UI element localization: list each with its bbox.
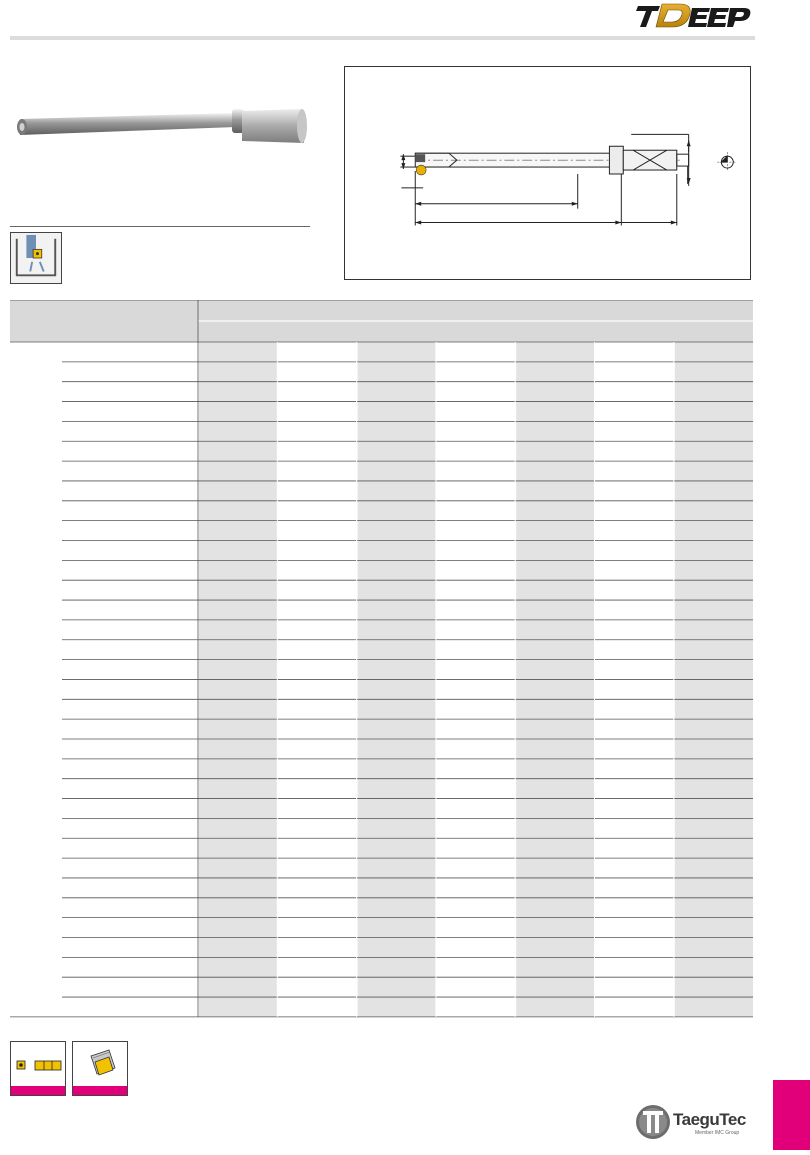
table-header-sub-cell: [198, 321, 753, 342]
taegutec-logo: [635, 1096, 753, 1146]
photo-divider: [10, 226, 310, 227]
table-header-label-cell: [10, 300, 198, 342]
internal-boring-icon: [10, 232, 62, 284]
taegutec-tagline: Member IMC Group: [695, 1130, 740, 1136]
boring-bar-technical-drawing: [344, 66, 751, 280]
header-rule: [10, 36, 755, 40]
insert-reference-icon: [10, 1041, 66, 1096]
insert-package-reference: [72, 1041, 128, 1096]
specification-table: [10, 300, 753, 1035]
taegutec-wordmark: TaeguTec: [673, 1110, 746, 1129]
table-header-group-cell: [198, 300, 753, 321]
insert-reference-bar: [11, 1086, 65, 1095]
taegutec-emblem-icon: [635, 1096, 675, 1146]
insert-shape-icon: [11, 1042, 67, 1088]
insert-package-icon: [73, 1042, 129, 1088]
boring-bar-photo: [10, 95, 310, 165]
section-tab: [773, 1080, 810, 1150]
tdeep-logo: [630, 0, 755, 32]
insert-package-bar: [73, 1086, 127, 1095]
